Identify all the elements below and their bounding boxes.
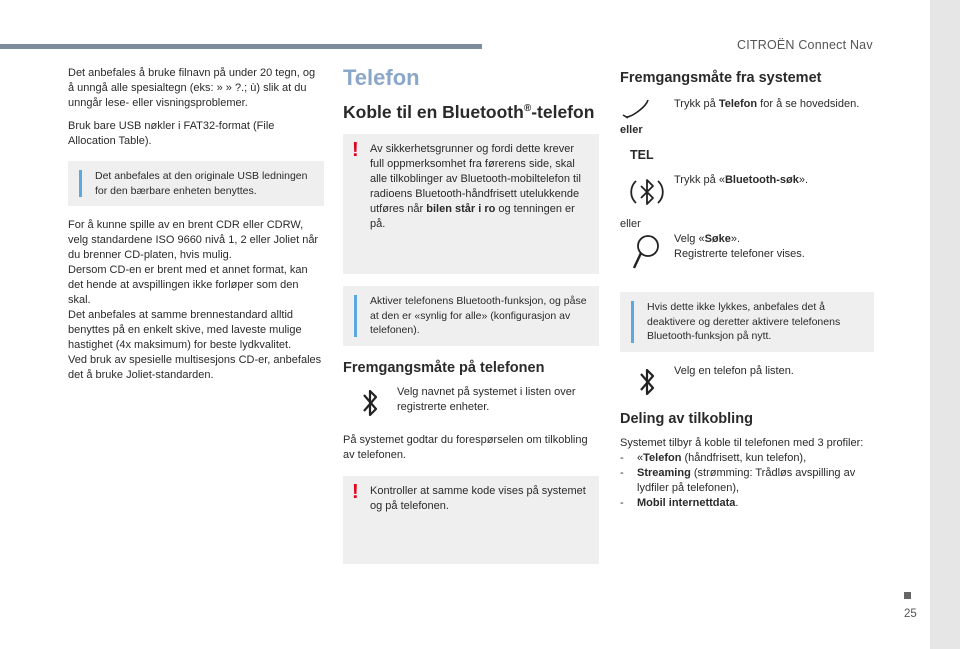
info-note-activate	[343, 286, 599, 346]
page-number: 25	[904, 608, 917, 620]
page-edge-strip	[930, 0, 960, 649]
step-select-phone	[620, 364, 874, 400]
warning-safety	[343, 134, 599, 274]
column-middle	[343, 66, 599, 564]
list-item	[620, 451, 874, 466]
bluetooth-icon	[343, 385, 397, 421]
sharing-intro: Systemet tilbyr å koble til telefonen med 3 profiler:	[620, 436, 864, 449]
item1-bold: Telefon	[643, 451, 682, 464]
item1-pre: «	[637, 451, 644, 464]
heading-text: Koble til en Bluetooth	[343, 102, 524, 122]
warning-exclamation-icon: !	[352, 480, 359, 503]
step2-pre: Trykk på «	[674, 174, 725, 186]
cd-text-4: Ved bruk av spesielle multisesjons CD-er, anbefales det å bruke Joliet-standarden.	[68, 354, 322, 381]
bluetooth-circle-icon	[620, 171, 674, 213]
item1-post: (håndfrisett, kun telefon),	[681, 451, 807, 464]
step1-pre: Trykk på	[674, 98, 719, 110]
cd-text-3: Det anbefales at samme brennestandard alltid benyttes på en enkelt skive, med laveste mulige hastighet (4x maksimum) for beste lydkvalitet.	[68, 309, 302, 351]
warning-code	[343, 476, 599, 564]
paragraph-filenames: Det anbefales å bruke filnavn på under 20 tegn, og å unngå alle spesialtegn (eks: » » ?.; ù) slik at du unngår lese- eller visningsproblemer.	[68, 67, 316, 109]
cd-text-2: Dersom CD-en er brent med et annet format, kan det hende at avspillingen ikke forløper som den skal.	[68, 264, 308, 306]
step3-text	[674, 232, 805, 262]
bluetooth-icon	[620, 364, 674, 400]
subheading-system-procedure: Fremgangsmåte fra systemet	[620, 70, 822, 86]
step3-bold: Søke	[704, 233, 731, 245]
step3-pre: Velg «	[674, 233, 705, 245]
column-left	[68, 66, 324, 383]
profile-list	[620, 451, 874, 511]
step-telefon	[620, 97, 874, 163]
warning-exclamation-icon: !	[352, 139, 359, 161]
step1-bold: Telefon	[718, 98, 758, 110]
item2-bold: Streaming	[637, 466, 691, 479]
list-item	[620, 496, 874, 511]
warning-text: Av sikkerhetsgrunner og fordi dette krever full oppmerksomhet fra førerens side, skal alle tilkoblinger av Bluetooth-mobiltelefon til radioens Bluetooth-håndfrisett utelukkende utføres når	[370, 143, 581, 215]
info-bar-icon	[354, 295, 357, 337]
bt-step	[343, 385, 599, 421]
info-note-usb	[68, 161, 324, 206]
paragraph-cd	[68, 218, 324, 383]
item2-post: (strømming: Trådløs avspilling av lydfiler på telefonen),	[637, 466, 856, 494]
step4-text: Velg en telefon på listen.	[674, 364, 794, 377]
subheading-phone-procedure: Fremgangsmåte på telefonen	[343, 359, 545, 376]
note-text: Aktiver telefonens Bluetooth-funksjon, og påse at den er «synlig for alle» (konfigurasjon av telefonen).	[370, 295, 587, 336]
heading-connect-bluetooth	[343, 102, 599, 122]
cd-text-1: For å kunne spille av en brent CDR eller CDRW, velg standardene ISO 9660 nivå 1, 2 eller Joliet når du brenner CD-platen, hvis mulig.	[68, 219, 319, 261]
bt-step-text: Velg navnet på systemet i listen over registrerte enheter.	[397, 385, 576, 413]
section-title: Telefon	[343, 65, 420, 90]
step1-text	[674, 97, 859, 112]
step2-bold: Bluetooth-søk	[724, 174, 799, 186]
heading-tail: -telefon	[531, 102, 595, 122]
phone-handset-icon	[620, 97, 650, 119]
eller-text: eller	[620, 218, 641, 230]
step1-post: for å se hovedsiden.	[757, 98, 860, 110]
magnifier-icon	[620, 232, 674, 272]
info-note-retry	[620, 292, 874, 352]
running-header: CITROËN Connect Nav	[737, 38, 873, 52]
step3-post: ».	[730, 233, 741, 245]
item3-post: .	[735, 496, 739, 509]
warning-text-end: og tenningen er på.	[370, 203, 575, 230]
info-bar-icon	[79, 170, 82, 197]
step2-post: ».	[798, 174, 809, 186]
eller-label: eller	[620, 124, 643, 136]
info-bar-icon	[631, 301, 634, 343]
item3-bold: Mobil internettdata	[637, 496, 736, 509]
paragraph-accept: På systemet godtar du forespørselen om tilkobling av telefonen.	[343, 433, 588, 461]
note-text: Det anbefales at den originale USB ledningen for den bærbare enheten benyttes.	[95, 170, 308, 197]
step3-line2: Registrerte telefoner vises.	[674, 248, 805, 260]
step2-text	[674, 173, 808, 188]
step-bluetooth-search	[620, 171, 874, 213]
header-rule	[0, 44, 482, 49]
subheading-sharing: Deling av tilkobling	[620, 410, 753, 427]
phone-icon-group	[620, 97, 654, 163]
column-right	[620, 66, 874, 511]
warning-text: Kontroller at samme kode vises på systemet og på telefonen.	[370, 484, 586, 512]
note-text: Hvis dette ikke lykkes, anbefales det å deaktivere og deretter aktivere telefonens Bluetooth-funksjon på nytt.	[647, 301, 841, 342]
list-item	[620, 466, 874, 496]
tel-label: TEL	[630, 148, 654, 162]
step-search	[620, 232, 874, 272]
registered-mark: ®	[523, 103, 532, 115]
paragraph-fat32: Bruk bare USB nøkler i FAT32-format (File Allocation Table).	[68, 120, 275, 147]
warning-bold: bilen står i ro	[426, 203, 496, 215]
end-marker	[904, 592, 911, 599]
